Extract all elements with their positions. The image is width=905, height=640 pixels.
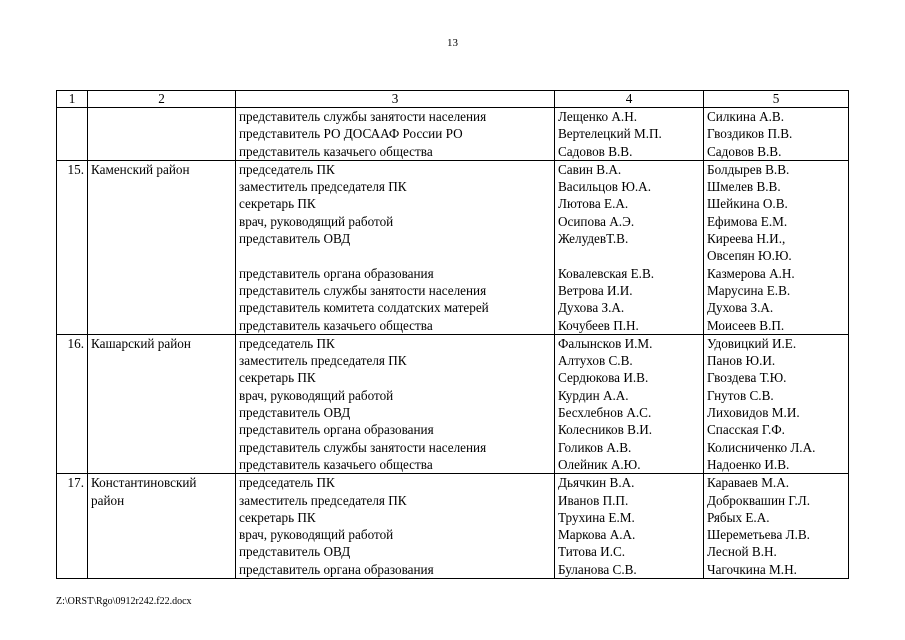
member-name: Бесхлебнов А.С.	[558, 405, 652, 421]
role-item: заместитель председателя ПК	[239, 353, 407, 369]
member-name: Ковалевская Е.В.	[558, 265, 655, 281]
member-name: Вертелецкий М.П.	[558, 126, 662, 142]
header-col-1: 1	[57, 91, 88, 108]
reserve-member-name: Шереметьева Л.В.	[707, 527, 810, 543]
district-cell	[88, 474, 236, 579]
reserve-member-name: Киреева Н.И.,	[707, 231, 786, 247]
role-item: представитель ОВД	[239, 231, 351, 247]
row-number-cell	[57, 160, 88, 334]
reserve-member-name: Удовицкий И.Е.	[707, 335, 797, 351]
reserve-member-name: Гвоздева Т.Ю.	[707, 370, 787, 386]
role-item: представитель ОВД	[239, 405, 351, 421]
role-item: председатель ПК	[239, 335, 335, 351]
member-cell	[555, 334, 704, 473]
member-name: Савин В.А.	[558, 161, 622, 177]
member-cell	[555, 160, 704, 334]
role-item: представитель органа образования	[239, 422, 434, 438]
member-name: Иванов П.П.	[558, 492, 629, 508]
reserve-member-cell	[704, 334, 849, 473]
member-name: Сердюкова И.В.	[558, 370, 649, 386]
member-name: Алтухов С.В.	[558, 353, 633, 369]
member-name: Васильцов Ю.А.	[558, 179, 652, 195]
reserve-member-name: Гвоздиков П.В.	[707, 126, 793, 142]
row-number-cell	[57, 334, 88, 473]
reserve-member-name: Шейкина О.В.	[707, 196, 788, 212]
header-col-4: 4	[555, 91, 704, 108]
reserve-member-name: Шмелев В.В.	[707, 179, 781, 195]
member-name	[558, 247, 700, 264]
member-name: Титова И.С.	[558, 544, 626, 560]
role-item	[239, 247, 551, 264]
role-cell	[236, 108, 555, 161]
header-col-3: 3	[236, 91, 555, 108]
row-number-cell	[57, 108, 88, 161]
role-item: представитель казачьего общества	[239, 456, 433, 472]
table-row	[57, 160, 849, 334]
district-cell	[88, 160, 236, 334]
role-item: представитель комитета солдатских матерей	[239, 300, 489, 316]
role-item: врач, руководящий работой	[239, 213, 394, 229]
reserve-member-name: Панов Ю.И.	[707, 353, 776, 369]
role-item: представитель службы занятости населения	[239, 439, 487, 455]
member-name: Олейник А.Ю.	[558, 456, 641, 472]
reserve-member-name: Садовов В.В.	[707, 143, 782, 159]
role-cell	[236, 160, 555, 334]
reserve-member-name: Рябых Е.А.	[707, 509, 770, 525]
reserve-member-name: Надоенко И.В.	[707, 456, 790, 472]
role-item: представитель казачьего общества	[239, 143, 433, 159]
member-cell	[555, 474, 704, 579]
reserve-member-name: Казмерова А.Н.	[707, 265, 795, 281]
district-name: район	[91, 492, 125, 508]
header-col-5: 5	[704, 91, 849, 108]
commission-table	[56, 90, 849, 579]
member-name: Голиков А.В.	[558, 439, 632, 455]
reserve-member-name: Колисниченко Л.А.	[707, 439, 816, 455]
reserve-member-name: Духова З.А.	[707, 300, 774, 316]
reserve-member-name: Марусина Е.В.	[707, 282, 791, 298]
reserve-member-cell	[704, 160, 849, 334]
footer-file-path: Z:\ORST\Rgo\0912r242.f22.docx	[56, 596, 192, 607]
reserve-member-cell	[704, 108, 849, 161]
row-number: 17.	[67, 475, 84, 491]
member-name: Ветрова И.И.	[558, 282, 633, 298]
row-number: 15.	[67, 161, 84, 177]
table-row	[57, 334, 849, 473]
reserve-member-name: Лиховидов М.И.	[707, 405, 800, 421]
role-item: секретарь ПК	[239, 196, 316, 212]
role-item: представитель органа образования	[239, 561, 434, 577]
reserve-member-name: Доброквашин Г.Л.	[707, 492, 811, 508]
role-item: представитель ОВД	[239, 544, 351, 560]
role-item: врач, руководящий работой	[239, 387, 394, 403]
role-item: председатель ПК	[239, 475, 335, 491]
row-number	[60, 108, 84, 125]
reserve-member-name: Овсепян Ю.Ю.	[707, 248, 792, 264]
row-number: 16.	[67, 335, 84, 351]
reserve-member-name: Силкина А.В.	[707, 109, 785, 124]
role-item: секретарь ПК	[239, 509, 316, 525]
role-cell	[236, 334, 555, 473]
reserve-member-name: Караваев М.А.	[707, 475, 790, 491]
reserve-member-name: Лесной В.Н.	[707, 544, 777, 560]
role-item: секретарь ПК	[239, 370, 316, 386]
role-item: представитель казачьего общества	[239, 317, 433, 333]
member-name: Лещенко А.Н.	[558, 109, 638, 124]
role-item: представитель РО ДОСААФ России РО	[239, 126, 463, 142]
table-row	[57, 474, 849, 579]
page-number: 13	[447, 37, 458, 49]
district-cell	[88, 108, 236, 161]
member-name: Маркова А.А.	[558, 527, 636, 543]
table-row	[57, 108, 849, 161]
reserve-member-name: Гнутов С.В.	[707, 387, 774, 403]
reserve-member-name: Чагочкина М.Н.	[707, 561, 797, 577]
member-name: Лютова Е.А.	[558, 196, 629, 212]
member-name: Дьячкин В.А.	[558, 475, 635, 491]
member-name: Осипова А.Э.	[558, 213, 635, 229]
role-item: председатель ПК	[239, 161, 335, 177]
role-item: представитель органа образования	[239, 265, 434, 281]
reserve-member-cell	[704, 474, 849, 579]
district-name: Каменский район	[91, 161, 190, 177]
member-name: Садовов В.В.	[558, 143, 633, 159]
reserve-member-name: Спасская Г.Ф.	[707, 422, 785, 438]
role-item: представитель службы занятости населения	[239, 109, 487, 124]
district-name: Константиновский	[91, 475, 197, 491]
header-col-2: 2	[88, 91, 236, 108]
role-item: заместитель председателя ПК	[239, 179, 407, 195]
district-cell	[88, 334, 236, 473]
member-name: Буланова С.В.	[558, 561, 637, 577]
row-number-cell	[57, 474, 88, 579]
district-name: Кашарский район	[91, 335, 191, 351]
reserve-member-name: Моисеев В.П.	[707, 317, 785, 333]
role-item: заместитель председателя ПК	[239, 492, 407, 508]
reserve-member-name: Болдырев В.В.	[707, 161, 790, 177]
table-header-row	[57, 91, 849, 108]
member-name: ЖелудевТ.В.	[558, 231, 629, 247]
member-name: Трухина Е.М.	[558, 509, 635, 525]
member-cell	[555, 108, 704, 161]
member-name: Фалынсков И.М.	[558, 335, 653, 351]
reserve-member-name: Ефимова Е.М.	[707, 213, 788, 229]
member-name: Кочубеев П.Н.	[558, 317, 639, 333]
role-item: врач, руководящий работой	[239, 527, 394, 543]
member-name: Курдин А.А.	[558, 387, 629, 403]
member-name: Колесников В.И.	[558, 422, 653, 438]
role-item: представитель службы занятости населения	[239, 282, 487, 298]
role-cell	[236, 474, 555, 579]
member-name: Духова З.А.	[558, 300, 625, 316]
